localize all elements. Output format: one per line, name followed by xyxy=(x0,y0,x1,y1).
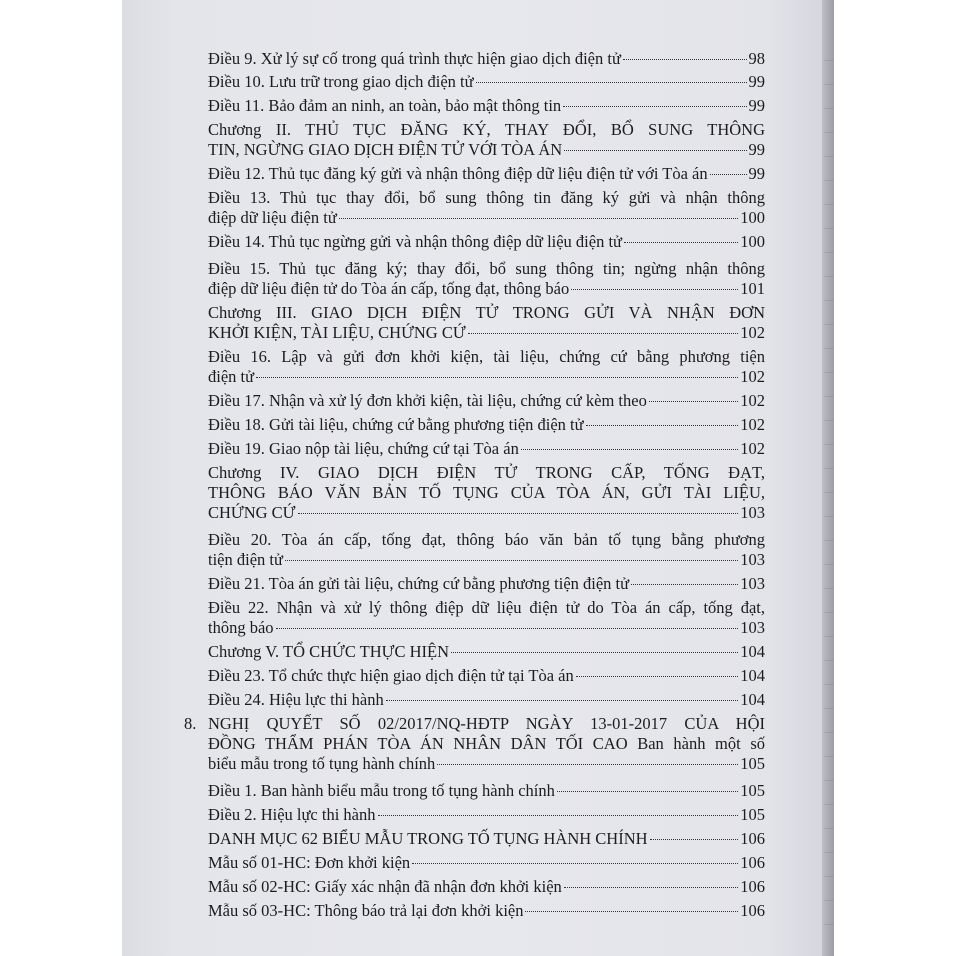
toc-entry-title: Điều 14. Thủ tục ngừng gửi và nhận thông điệp dữ liệu điện tử xyxy=(208,232,622,251)
toc-entry-title: Mẫu số 01-HC: Đơn khởi kiện xyxy=(208,853,411,872)
bleed-mark xyxy=(824,804,834,805)
toc-entry[interactable] xyxy=(208,805,765,825)
bleed-mark xyxy=(824,396,834,397)
toc-entry-row xyxy=(208,140,765,160)
page-number: 105 xyxy=(740,754,765,773)
bleed-mark xyxy=(824,828,834,829)
toc-entry[interactable] xyxy=(208,415,765,435)
bleed-mark xyxy=(824,852,834,853)
dot-leader xyxy=(451,652,738,653)
bleed-mark xyxy=(824,372,834,373)
table-of-contents xyxy=(122,0,822,956)
page-number: 106 xyxy=(740,853,765,872)
toc-entry-title: Điều 18. Gửi tài liệu, chứng cứ bằng phương tiện điện tử xyxy=(208,415,584,434)
dot-leader xyxy=(378,815,739,816)
toc-entry-title: điện tử xyxy=(208,367,255,386)
dot-leader xyxy=(386,700,739,701)
dot-leader xyxy=(631,584,738,585)
toc-entry[interactable] xyxy=(208,439,765,459)
dot-leader xyxy=(285,560,738,561)
toc-entry[interactable] xyxy=(208,164,765,184)
dot-leader xyxy=(557,791,738,792)
page-number: 102 xyxy=(740,439,765,458)
bleed-mark xyxy=(824,780,834,781)
toc-entry-row xyxy=(208,829,765,849)
toc-entry[interactable] xyxy=(208,232,765,252)
toc-entry-row xyxy=(208,232,765,252)
dot-leader xyxy=(468,333,739,334)
toc-entry-title: KHỞI KIỆN, TÀI LIỆU, CHỨNG CỨ xyxy=(208,323,466,342)
dot-leader xyxy=(649,401,738,402)
dot-leader xyxy=(276,628,739,629)
toc-entry-row xyxy=(208,781,765,801)
toc-entry[interactable] xyxy=(208,853,765,873)
toc-entry-row xyxy=(208,49,765,69)
toc-entry-row xyxy=(208,503,765,523)
toc-entry[interactable] xyxy=(208,829,765,849)
toc-entry[interactable] xyxy=(208,901,765,921)
bleed-mark xyxy=(824,156,834,157)
page-number: 99 xyxy=(748,140,765,159)
toc-entry[interactable] xyxy=(208,642,765,662)
toc-entry-row xyxy=(208,550,765,570)
toc-entry-row xyxy=(208,439,765,459)
page-number: 106 xyxy=(740,901,765,920)
dot-leader xyxy=(623,59,747,60)
toc-entry[interactable] xyxy=(208,530,765,570)
toc-entry-row xyxy=(208,367,765,387)
dot-leader xyxy=(650,839,739,840)
bleed-mark xyxy=(824,300,834,301)
toc-entry-title: Điều 9. Xử lý sự cố trong quá trình thực hiện giao dịch điện tử xyxy=(208,49,621,68)
dot-leader xyxy=(521,449,738,450)
toc-entry[interactable] xyxy=(208,781,765,801)
toc-entry-row xyxy=(208,164,765,184)
toc-entry-line: ĐỒNG THẨM PHÁN TÒA ÁN NHÂN DÂN TỐI CAO Ban hành một số xyxy=(208,734,765,753)
dot-leader xyxy=(576,676,739,677)
dot-leader xyxy=(571,289,738,290)
left-margin xyxy=(0,0,122,956)
bleed-mark xyxy=(824,732,834,733)
toc-entry-row xyxy=(208,877,765,897)
toc-entry-title: DANH MỤC 62 BIỂU MẪU TRONG TỐ TỤNG HÀNH CHÍNH xyxy=(208,829,648,848)
toc-entry-row xyxy=(208,642,765,662)
bleed-mark xyxy=(824,900,834,901)
toc-entry-row xyxy=(208,391,765,411)
toc-entry-row xyxy=(208,853,765,873)
bleed-mark xyxy=(824,204,834,205)
page-number: 105 xyxy=(740,781,765,800)
toc-entry-line: Điều 13. Thủ tục thay đổi, bổ sung thông tin đăng ký gửi và nhận thông xyxy=(208,188,765,207)
toc-entry-title: Điều 2. Hiệu lực thi hành xyxy=(208,805,376,824)
bleed-mark xyxy=(824,588,834,589)
bleed-mark xyxy=(824,660,834,661)
page-number: 102 xyxy=(740,367,765,386)
dot-leader xyxy=(476,82,747,83)
page-number: 106 xyxy=(740,877,765,896)
toc-entry-line: Điều 20. Tòa án cấp, tống đạt, thông báo văn bản tố tụng bằng phương xyxy=(208,530,765,549)
page-number: 104 xyxy=(740,690,765,709)
toc-entry-line: Chương IV. GIAO DỊCH ĐIỆN TỬ TRONG CẤP, TỐNG ĐẠT, xyxy=(208,463,765,482)
right-margin xyxy=(834,0,956,956)
toc-entry-line: Điều 15. Thủ tục đăng ký; thay đổi, bổ sung thông tin; ngừng nhận thông xyxy=(208,259,765,278)
bleed-mark xyxy=(824,228,834,229)
dot-leader xyxy=(710,174,747,175)
toc-entry-title: Điều 21. Tòa án gửi tài liệu, chứng cứ bằng phương tiện điện tử xyxy=(208,574,630,593)
toc-entry[interactable] xyxy=(208,690,765,710)
toc-entry-line: NGHỊ QUYẾT SỐ 02/2017/NQ-HĐTP NGÀY 13-01-2017 CỦA HỘI xyxy=(208,714,765,733)
page-number: 106 xyxy=(740,829,765,848)
toc-entry-row xyxy=(208,72,765,92)
bleed-mark xyxy=(824,756,834,757)
toc-entry[interactable] xyxy=(208,347,765,387)
bleed-mark xyxy=(824,612,834,613)
page-number: 100 xyxy=(740,232,765,251)
toc-entry[interactable] xyxy=(208,49,765,69)
toc-entry-title: Điều 17. Nhận và xử lý đơn khởi kiện, tài liệu, chứng cứ kèm theo xyxy=(208,391,647,410)
bleed-mark xyxy=(824,420,834,421)
dot-leader xyxy=(525,911,738,912)
bleed-mark xyxy=(824,564,834,565)
toc-entry[interactable] xyxy=(208,463,765,523)
toc-entry[interactable] xyxy=(208,303,765,343)
toc-entry-title: Điều 24. Hiệu lực thi hành xyxy=(208,690,384,709)
book-page xyxy=(122,0,822,956)
toc-entry[interactable] xyxy=(208,259,765,299)
toc-entry-line: Điều 22. Nhận và xử lý thông điệp dữ liệu điện tử do Tòa án cấp, tống đạt, xyxy=(208,598,765,617)
page-number: 99 xyxy=(748,164,765,183)
toc-entry[interactable] xyxy=(208,877,765,897)
toc-entry[interactable] xyxy=(208,391,765,411)
bleed-mark xyxy=(824,684,834,685)
dot-leader xyxy=(564,150,746,151)
section-number: 8. xyxy=(184,714,197,733)
toc-entry-title: Điều 19. Giao nộp tài liệu, chứng cứ tại Tòa án xyxy=(208,439,519,458)
bleed-mark xyxy=(824,84,834,85)
toc-entry-row xyxy=(208,805,765,825)
toc-entry[interactable] xyxy=(208,72,765,92)
toc-entry[interactable] xyxy=(208,188,765,228)
toc-entry-title: Điều 10. Lưu trữ trong giao dịch điện tử xyxy=(208,72,474,91)
toc-entry-title: Chương V. TỔ CHỨC THỰC HIỆN xyxy=(208,642,449,661)
bleed-mark xyxy=(824,924,834,925)
bleed-mark xyxy=(824,444,834,445)
toc-entry-title: Mẫu số 03-HC: Thông báo trả lại đơn khởi kiện xyxy=(208,901,524,920)
toc-entry[interactable] xyxy=(208,666,765,686)
toc-entry-row xyxy=(208,574,765,594)
bleed-mark xyxy=(824,180,834,181)
dot-leader xyxy=(256,377,738,378)
toc-entry-title: TIN, NGỪNG GIAO DỊCH ĐIỆN TỬ VỚI TÒA ÁN xyxy=(208,140,563,159)
dot-leader xyxy=(339,218,738,219)
toc-entry-title: thông báo xyxy=(208,618,274,637)
page-number: 102 xyxy=(740,323,765,342)
toc-entry-title: Điều 1. Ban hành biểu mẫu trong tố tụng hành chính xyxy=(208,781,555,800)
toc-entry-row xyxy=(208,901,765,921)
bleed-mark xyxy=(824,468,834,469)
page-number: 104 xyxy=(740,666,765,685)
bleed-mark xyxy=(824,60,834,61)
bleed-mark xyxy=(824,492,834,493)
dot-leader xyxy=(412,863,738,864)
toc-entry-line: Chương III. GIAO DỊCH ĐIỆN TỬ TRONG GỬI VÀ NHẬN ĐƠN xyxy=(208,303,765,322)
bleed-mark xyxy=(824,540,834,541)
toc-entry[interactable] xyxy=(208,598,765,638)
toc-entry-line: Điều 16. Lập và gửi đơn khởi kiện, tài liệu, chứng cứ bằng phương tiện xyxy=(208,347,765,366)
page-number: 103 xyxy=(740,503,765,522)
toc-entry-title: Điều 23. Tổ chức thực hiện giao dịch điện tử tại Tòa án xyxy=(208,666,574,685)
toc-entry[interactable] xyxy=(208,96,765,116)
toc-entry-title: Điều 12. Thủ tục đăng ký gửi và nhận thông điệp dữ liệu điện tử với Tòa án xyxy=(208,164,708,183)
dot-leader xyxy=(437,764,738,765)
toc-entry-row xyxy=(208,323,765,343)
page-number: 104 xyxy=(740,642,765,661)
toc-entry-row xyxy=(208,666,765,686)
page-number: 102 xyxy=(740,415,765,434)
bleed-mark xyxy=(824,132,834,133)
bleed-mark xyxy=(824,276,834,277)
dot-leader xyxy=(298,513,739,514)
page-edge xyxy=(822,0,834,956)
page-number: 101 xyxy=(740,279,765,298)
toc-entry-row xyxy=(208,754,765,774)
dot-leader xyxy=(624,242,738,243)
toc-entry-row xyxy=(208,690,765,710)
bleed-mark xyxy=(824,324,834,325)
page-number: 105 xyxy=(740,805,765,824)
toc-entry-line: THÔNG BÁO VĂN BẢN TỐ TỤNG CỦA TÒA ÁN, GỬI TÀI LIỆU, xyxy=(208,483,765,502)
bleed-mark xyxy=(824,876,834,877)
page-number: 103 xyxy=(740,550,765,569)
toc-entry[interactable] xyxy=(208,574,765,594)
bleed-mark xyxy=(824,108,834,109)
toc-entry-title: CHỨNG CỨ xyxy=(208,503,296,522)
page-number: 99 xyxy=(748,72,765,91)
dot-leader xyxy=(563,106,746,107)
page-number: 103 xyxy=(740,574,765,593)
page-number: 103 xyxy=(740,618,765,637)
toc-entry-row xyxy=(208,279,765,299)
toc-entry-title: điệp dữ liệu điện tử xyxy=(208,208,337,227)
bleed-mark xyxy=(824,516,834,517)
toc-entry-row xyxy=(208,415,765,435)
dot-leader xyxy=(586,425,739,426)
dot-leader xyxy=(564,887,738,888)
toc-entry-title: Điều 11. Bảo đảm an ninh, an toàn, bảo mật thông tin xyxy=(208,96,562,115)
toc-entry-title: Mẫu số 02-HC: Giấy xác nhận đã nhận đơn khởi kiện xyxy=(208,877,562,896)
page-number: 99 xyxy=(748,96,765,115)
toc-entry-row xyxy=(208,618,765,638)
bleed-mark xyxy=(824,636,834,637)
bleed-mark xyxy=(824,348,834,349)
bleed-mark xyxy=(824,252,834,253)
toc-entry-row xyxy=(208,96,765,116)
page-number: 102 xyxy=(740,391,765,410)
bleed-mark xyxy=(824,708,834,709)
toc-entry-title: điệp dữ liệu điện tử do Tòa án cấp, tống đạt, thông báo xyxy=(208,279,570,298)
toc-entry[interactable] xyxy=(208,120,765,160)
page-number: 100 xyxy=(740,208,765,227)
page-number: 98 xyxy=(748,49,765,68)
toc-entry-title: biểu mẫu trong tố tụng hành chính xyxy=(208,754,436,773)
toc-entry-row xyxy=(208,208,765,228)
toc-entry-line: Chương II. THỦ TỤC ĐĂNG KÝ, THAY ĐỔI, BỔ SUNG THÔNG xyxy=(208,120,765,139)
toc-entry[interactable] xyxy=(184,714,765,774)
toc-entry-title: tiện điện tử xyxy=(208,550,283,569)
